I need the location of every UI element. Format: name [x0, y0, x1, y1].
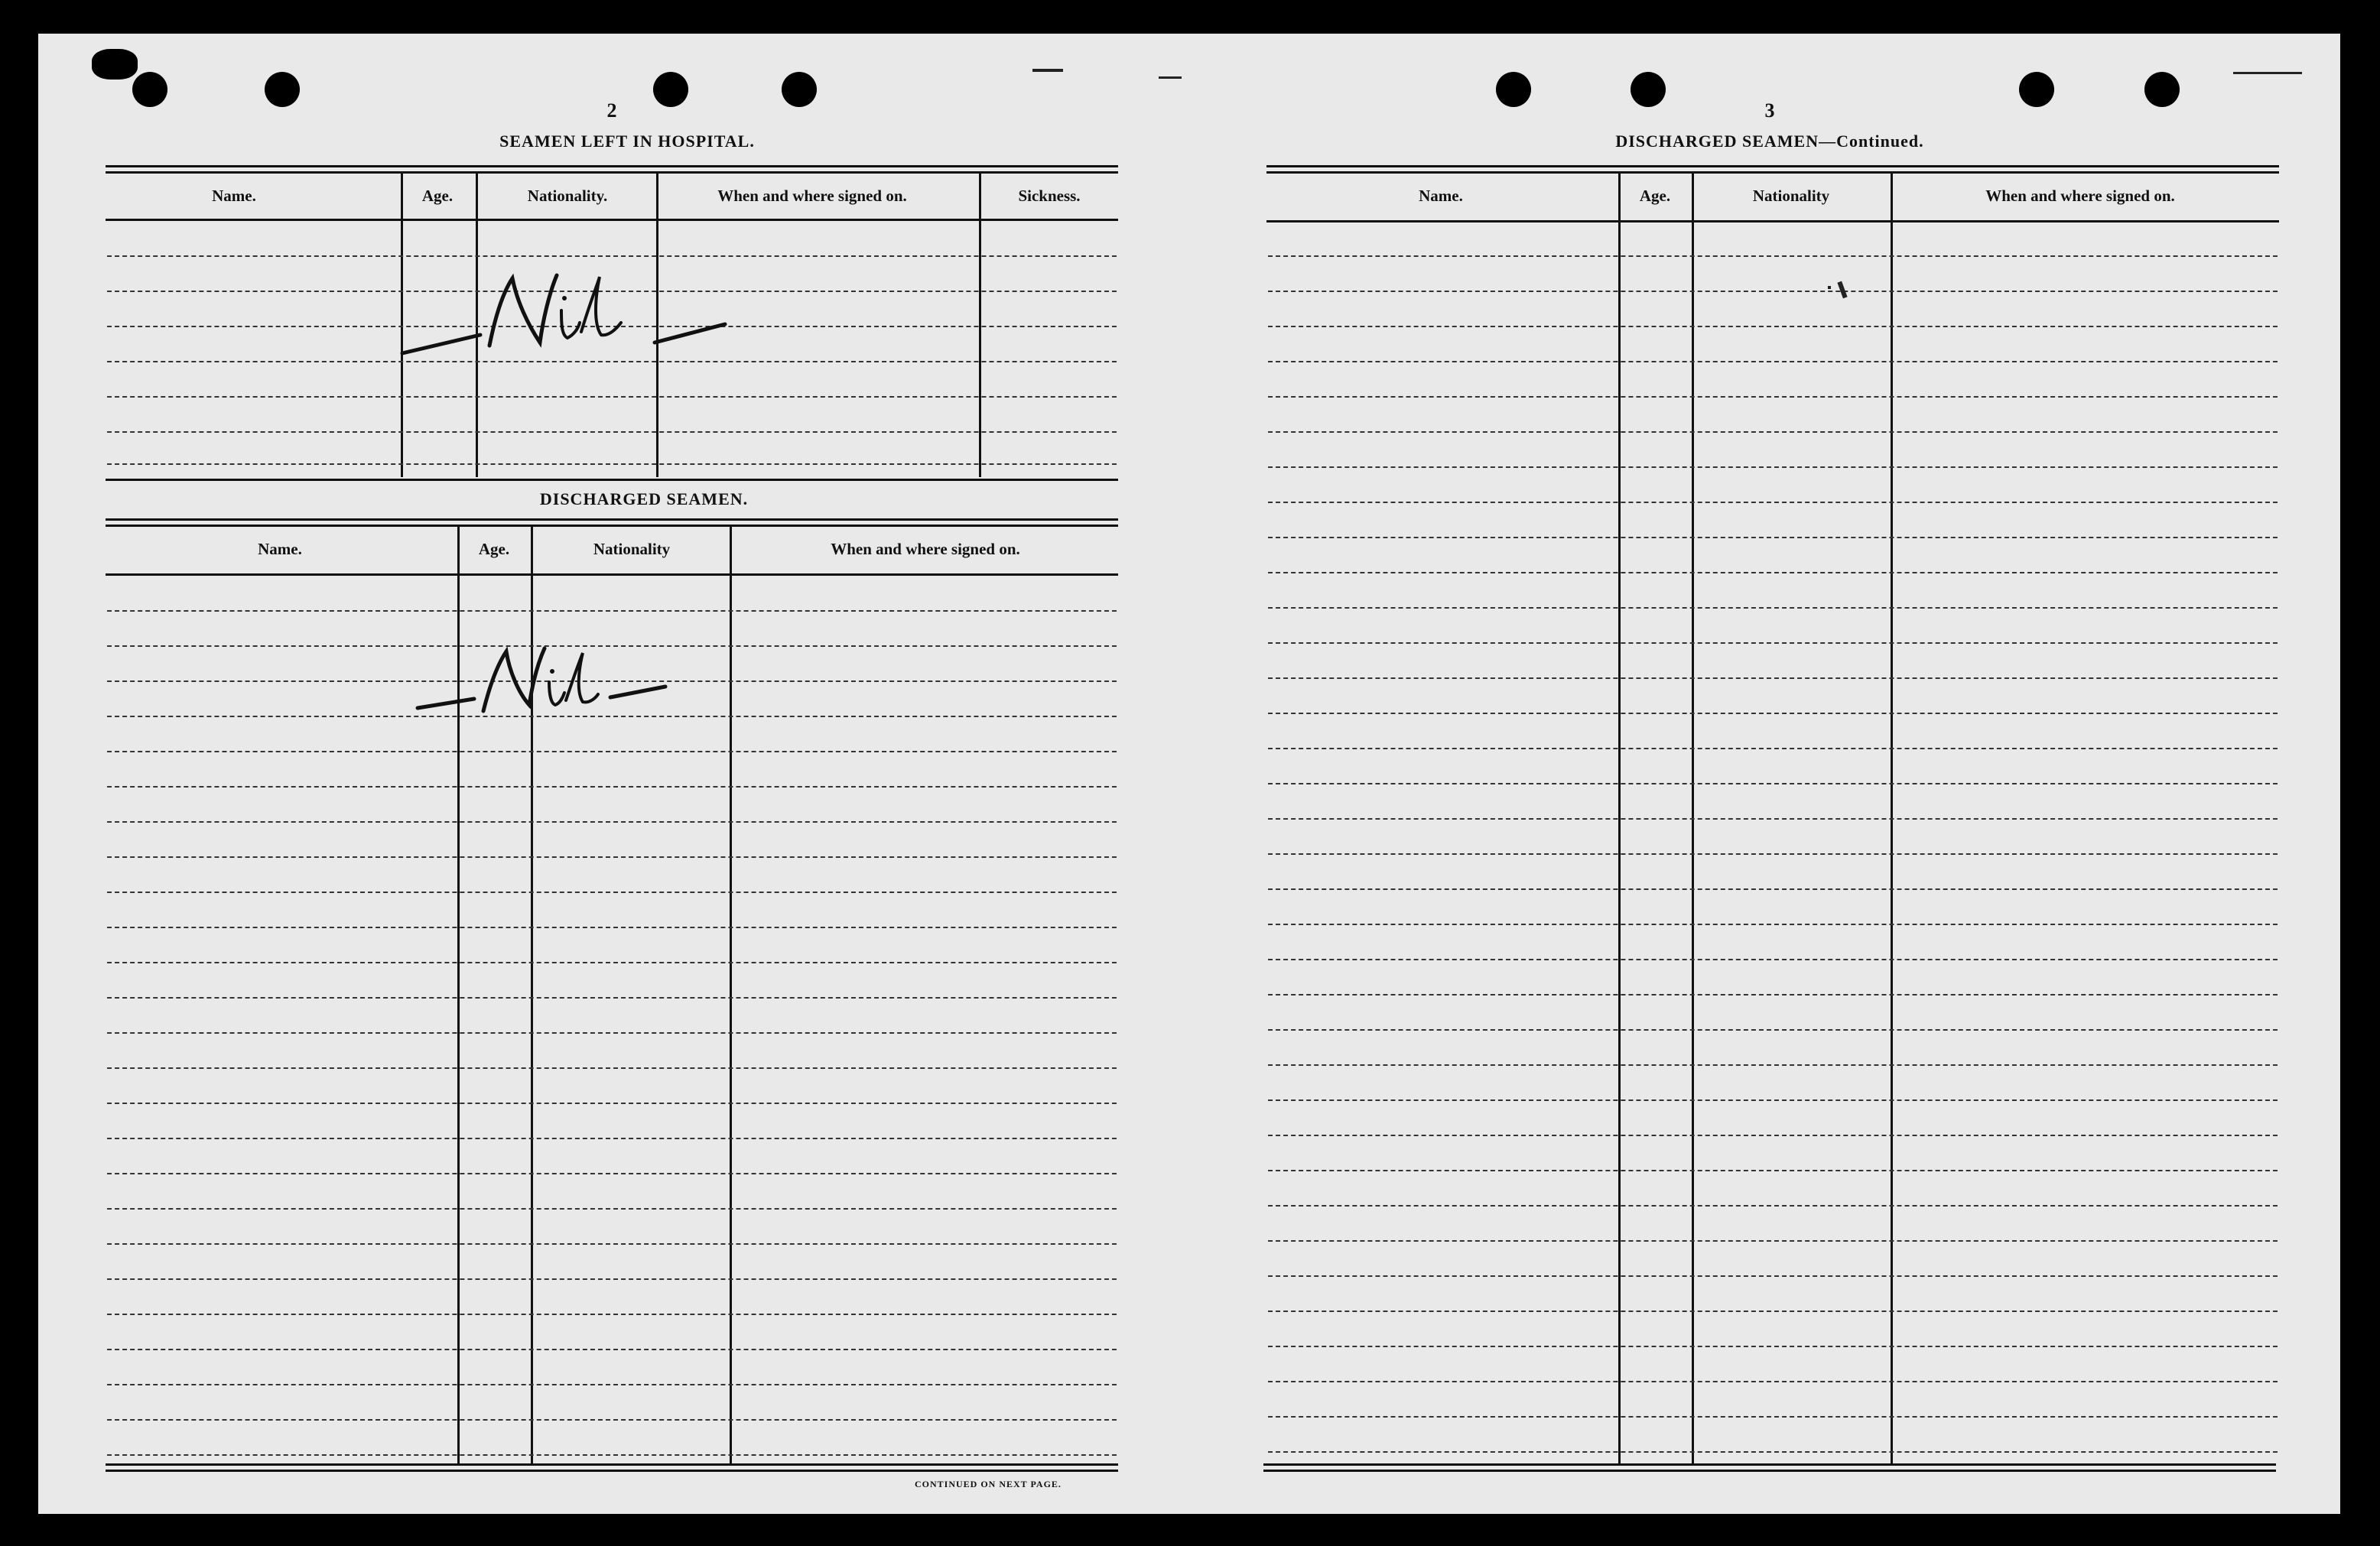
entry-row-line [107, 892, 1117, 893]
column-header: Name. [1419, 187, 1463, 205]
punch-hole [2019, 72, 2054, 107]
entry-row-line [1268, 853, 2278, 855]
entry-row-line [1268, 924, 2278, 925]
entry-row-line [1268, 1240, 2278, 1242]
table-rule [1266, 220, 2279, 222]
entry-row-line [1268, 255, 2278, 257]
page-number: 3 [1764, 99, 1775, 122]
table-rule [106, 518, 1118, 521]
entry-row-line [1268, 466, 2278, 468]
ink-speck [1828, 286, 1831, 289]
column-header: When and where signed on. [1985, 187, 2175, 205]
entry-row-line [107, 1032, 1117, 1034]
entry-row-line [107, 927, 1117, 928]
continued-note: CONTINUED ON NEXT PAGE. [915, 1479, 1062, 1489]
entry-row-line [107, 997, 1117, 999]
entry-row-line [107, 1173, 1117, 1174]
table-rule [1263, 1463, 2276, 1466]
entry-row-line [1268, 677, 2278, 679]
torn-corner-mark [92, 49, 138, 80]
entry-row-line [1268, 1064, 2278, 1066]
entry-row-line [1268, 431, 2278, 433]
entry-row-line [107, 1208, 1117, 1210]
entry-row-line [1268, 291, 2278, 292]
entry-row-line [107, 1349, 1117, 1350]
entry-row-line [107, 1454, 1117, 1456]
entry-row-line [1268, 396, 2278, 398]
entry-row-line [1268, 326, 2278, 327]
ink-speck [1159, 76, 1182, 79]
table-rule [106, 165, 1118, 167]
column-header: Nationality [1752, 187, 1830, 205]
punch-hole [653, 72, 688, 107]
table-rule [1266, 171, 2279, 174]
entry-row-line [1268, 1170, 2278, 1171]
column-header: Name. [258, 540, 302, 558]
entry-row-line [1268, 748, 2278, 749]
entry-row-line [107, 821, 1117, 823]
table-rule [106, 525, 1118, 527]
entry-row-line [1268, 1416, 2278, 1418]
column-divider [730, 526, 732, 1463]
ink-speck [1032, 69, 1063, 72]
entry-row-line [1268, 818, 2278, 820]
handwritten-nil-discharged [413, 638, 688, 722]
entry-row-line [107, 1138, 1117, 1139]
entry-row-line [1268, 642, 2278, 644]
column-header: Age. [1639, 187, 1671, 205]
entry-row-line [1268, 1381, 2278, 1382]
table-rule [106, 573, 1118, 576]
table-rule [1266, 165, 2279, 167]
entry-row-line [1268, 713, 2278, 714]
entry-row-line [107, 1384, 1117, 1385]
entry-row-line [107, 610, 1117, 612]
entry-row-line [107, 786, 1117, 788]
entry-row-line [107, 431, 1117, 433]
entry-row-line [107, 1243, 1117, 1245]
table-rule [106, 219, 1118, 221]
punch-hole [132, 72, 167, 107]
entry-row-line [1268, 1029, 2278, 1031]
entry-row-line [1268, 1451, 2278, 1453]
entry-row-line [1268, 1205, 2278, 1207]
entry-row-line [1268, 607, 2278, 609]
entry-row-line [107, 1103, 1117, 1104]
column-header: When and where signed on. [831, 540, 1020, 558]
entry-row-line [1268, 1311, 2278, 1312]
handwritten-nil-hospital [398, 255, 780, 362]
entry-row-line [1268, 994, 2278, 995]
entry-row-line [107, 751, 1117, 752]
entry-row-line [1268, 1099, 2278, 1101]
handwritten-nil-text: Nil [415, 653, 416, 654]
table-rule [106, 1470, 1118, 1472]
ink-speck [2233, 72, 2302, 74]
page-number: 2 [606, 99, 617, 122]
column-header: Age. [421, 187, 454, 205]
entry-row-line [107, 1419, 1117, 1421]
entry-row-line [1268, 1346, 2278, 1347]
entry-row-line [1268, 572, 2278, 573]
punch-hole [2144, 72, 2180, 107]
entry-row-line [107, 463, 1117, 465]
entry-row-line [107, 1067, 1117, 1069]
column-header: Sickness. [1018, 187, 1081, 205]
punch-hole [265, 72, 300, 107]
table-rule [106, 171, 1118, 174]
ink-speck [1837, 281, 1847, 299]
document-paper [38, 34, 2340, 1514]
column-header: Nationality [593, 540, 671, 558]
column-header: Nationality. [527, 187, 608, 205]
entry-row-line [107, 962, 1117, 963]
table-rule [106, 1463, 1118, 1466]
punch-hole [782, 72, 817, 107]
column-header: When and where signed on. [717, 187, 907, 205]
column-header: Name. [212, 187, 256, 205]
table-rule [1263, 1470, 2276, 1472]
entry-row-line [107, 856, 1117, 858]
entry-row-line [1268, 537, 2278, 538]
entry-row-line [1268, 502, 2278, 503]
entry-row-line [107, 1314, 1117, 1315]
punch-hole [1631, 72, 1666, 107]
entry-row-line [1268, 888, 2278, 890]
section-title: DISCHARGED SEAMEN—Continued. [1615, 132, 1924, 151]
entry-row-line [107, 396, 1117, 398]
column-header: Age. [478, 540, 510, 558]
entry-row-line [1268, 959, 2278, 960]
entry-row-line [1268, 1275, 2278, 1277]
punch-hole [1496, 72, 1531, 107]
table-rule [106, 479, 1118, 481]
entry-row-line [1268, 1135, 2278, 1136]
entry-row-line [1268, 361, 2278, 362]
section-title: DISCHARGED SEAMEN. [539, 489, 749, 508]
entry-row-line [1268, 783, 2278, 784]
entry-row-line [107, 1278, 1117, 1280]
section-title: SEAMEN LEFT IN HOSPITAL. [499, 132, 755, 151]
